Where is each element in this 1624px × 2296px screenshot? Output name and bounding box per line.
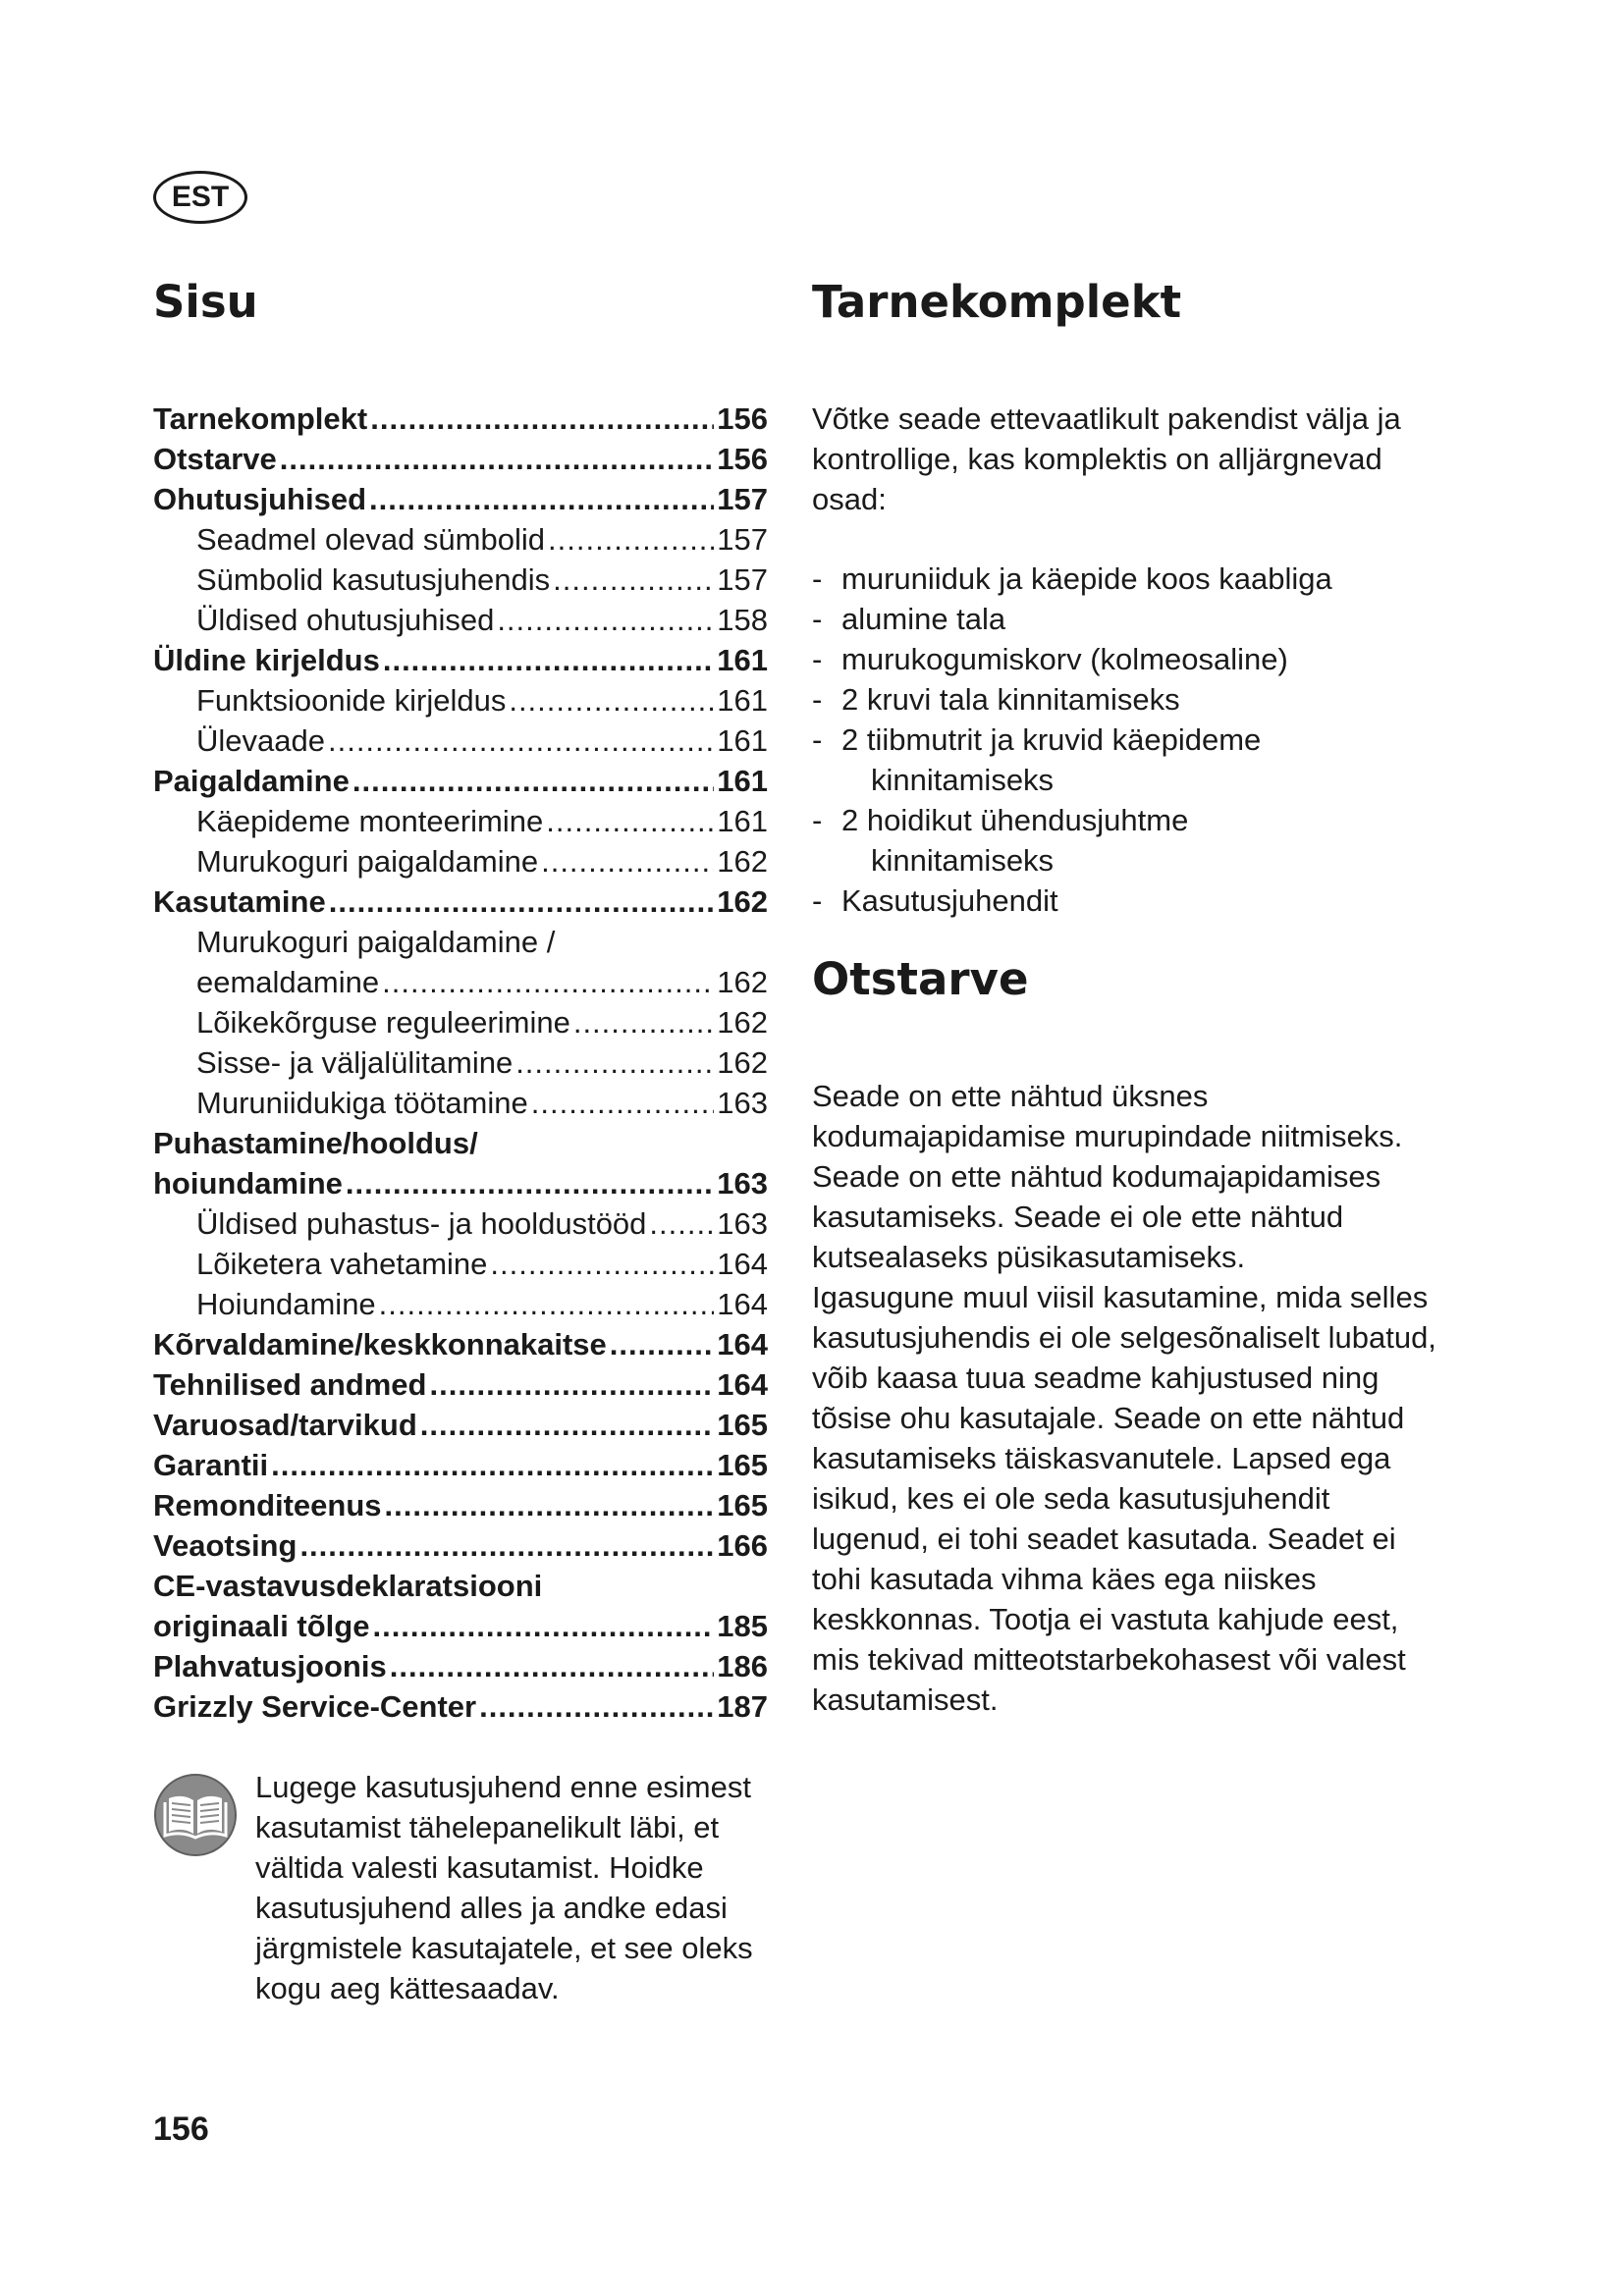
toc-entry[interactable] bbox=[153, 801, 768, 841]
toc-entry-page: 163 bbox=[717, 1166, 768, 1201]
delivery-item bbox=[812, 881, 1450, 921]
toc-entry-page: 161 bbox=[717, 723, 768, 758]
toc-entry[interactable] bbox=[153, 560, 768, 600]
toc-entry-page: 158 bbox=[717, 603, 768, 637]
toc-leader-dots bbox=[385, 1485, 715, 1525]
purpose-text bbox=[812, 1076, 1450, 1720]
toc-entry-title: Garantii bbox=[153, 1448, 269, 1482]
language-badge: EST bbox=[153, 171, 247, 224]
toc-entry-page: 165 bbox=[717, 1408, 768, 1442]
toc-entry-title: Käepideme monteerimine bbox=[196, 804, 544, 838]
delivery-item bbox=[812, 800, 1450, 881]
toc-entry[interactable] bbox=[153, 1686, 768, 1727]
toc-entry-title: Otstarve bbox=[153, 442, 277, 476]
toc-entry-title: eemaldamine bbox=[196, 965, 380, 999]
toc-entry[interactable] bbox=[153, 1244, 768, 1284]
toc-entry-title: Tarnekomplekt bbox=[153, 401, 368, 436]
toc-entry[interactable] bbox=[153, 1002, 768, 1042]
toc-entry[interactable] bbox=[153, 479, 768, 519]
toc-entry-page: 156 bbox=[717, 442, 768, 476]
toc-entry[interactable] bbox=[153, 1203, 768, 1244]
toc-leader-dots bbox=[383, 640, 714, 680]
toc-entry-title: Kasutamine bbox=[153, 884, 326, 919]
delivery-intro bbox=[812, 399, 1450, 519]
toc-leader-dots bbox=[515, 1042, 714, 1083]
toc-entry-title: originaali tõlge bbox=[153, 1609, 370, 1643]
toc-entry-page: 156 bbox=[717, 401, 768, 436]
toc-entry-page: 163 bbox=[717, 1086, 768, 1120]
toc-entry-page: 164 bbox=[717, 1247, 768, 1281]
toc-entry[interactable] bbox=[153, 1485, 768, 1525]
toc-leader-dots bbox=[328, 721, 714, 761]
toc-entry-page: 166 bbox=[717, 1528, 768, 1563]
toc-entry[interactable] bbox=[153, 881, 768, 922]
toc-entry-title: Lõiketera vahetamine bbox=[196, 1247, 488, 1281]
delivery-item-text: 2 tiibmutrit ja kruvid käepideme bbox=[841, 722, 1262, 757]
toc-entry-title: Paigaldamine bbox=[153, 764, 350, 798]
toc-entry-title: Funktsioonide kirjeldus bbox=[196, 683, 507, 718]
toc-entry-head: Puhastamine/hooldus/ bbox=[153, 1126, 478, 1160]
toc-leader-dots bbox=[541, 841, 714, 881]
toc-entry[interactable] bbox=[153, 1606, 768, 1646]
toc-entry-page: 157 bbox=[717, 562, 768, 597]
toc-leader-dots bbox=[299, 1525, 714, 1566]
book-icon bbox=[153, 1773, 238, 1857]
toc-entry-title: Kõrvaldamine/keskkonnakaitse bbox=[153, 1327, 607, 1362]
toc-entry[interactable] bbox=[153, 721, 768, 761]
toc-entry-title: Remonditeenus bbox=[153, 1488, 382, 1522]
read-manual-note bbox=[153, 1767, 782, 2008]
toc-entry-title: Seadmel olevad sümbolid bbox=[196, 522, 545, 557]
toc-entry-page: 164 bbox=[717, 1367, 768, 1402]
toc-entry-title: Tehnilised andmed bbox=[153, 1367, 427, 1402]
toc-entry[interactable] bbox=[153, 1284, 768, 1324]
page-number: 156 bbox=[153, 2110, 209, 2148]
toc-entry[interactable] bbox=[153, 1083, 768, 1123]
delivery-item-text: muruniiduk ja käepide koos kaabliga bbox=[841, 561, 1332, 596]
delivery-item-text: 2 kruvi tala kinnitamiseks bbox=[841, 682, 1180, 717]
toc-entry-title: Lõikekõrguse reguleerimine bbox=[196, 1005, 570, 1040]
toc-leader-dots bbox=[369, 479, 714, 519]
toc-leader-dots bbox=[346, 1163, 714, 1203]
toc-entry-page: 164 bbox=[717, 1287, 768, 1321]
toc-entry[interactable] bbox=[153, 841, 768, 881]
note-text: Lugege kasutusjuhend enne esimest kasutamist tähelepanelikult läbi, et vältida valesti kasutamist. Hoidke kasutusjuhend alles ja andke edasi järgmistele kasutajatele, et see oleks kogu aeg kättesaadav. bbox=[255, 1770, 753, 2005]
toc-entry-title: Plahvatusjoonis bbox=[153, 1649, 387, 1683]
toc-entry-title: Muruniidukiga töötamine bbox=[196, 1086, 528, 1120]
toc-leader-dots bbox=[548, 519, 714, 560]
toc-entry[interactable] bbox=[153, 640, 768, 680]
delivery-item-text: alumine tala bbox=[841, 602, 1006, 636]
toc-entry[interactable] bbox=[153, 680, 768, 721]
toc-entry-page: 162 bbox=[717, 1005, 768, 1040]
delivery-item-continuation: kinnitamiseks bbox=[871, 763, 1055, 797]
toc-entry[interactable] bbox=[153, 519, 768, 560]
toc-entry-title: Sisse- ja väljalülitamine bbox=[196, 1045, 514, 1080]
delivery-intro-text: Võtke seade ettevaatlikult pakendist välja ja kontrollige, kas komplektis on alljärgnevad osad: bbox=[812, 401, 1401, 516]
toc-entry-page: 162 bbox=[717, 884, 768, 919]
toc-leader-dots bbox=[479, 1686, 714, 1727]
delivery-item bbox=[812, 720, 1450, 800]
toc-leader-dots bbox=[531, 1083, 715, 1123]
toc-entry-page: 165 bbox=[717, 1448, 768, 1482]
toc-leader-dots bbox=[553, 560, 714, 600]
toc-entry[interactable] bbox=[153, 962, 768, 1002]
toc-leader-dots bbox=[420, 1405, 714, 1445]
toc-leader-dots bbox=[271, 1445, 714, 1485]
toc-leader-dots bbox=[546, 801, 714, 841]
toc-leader-dots bbox=[382, 962, 714, 1002]
toc-entry[interactable] bbox=[153, 1364, 768, 1405]
toc-entry-page: 164 bbox=[717, 1327, 768, 1362]
toc-entry-title: Veaotsing bbox=[153, 1528, 298, 1563]
delivery-item bbox=[812, 559, 1450, 599]
toc-entry-title: Ülevaade bbox=[196, 723, 325, 758]
toc-leader-dots bbox=[372, 1606, 714, 1646]
delivery-item bbox=[812, 599, 1450, 639]
toc-leader-dots bbox=[352, 761, 714, 801]
toc-entry-page: 186 bbox=[717, 1649, 768, 1683]
toc-entry-title: Sümbolid kasutusjuhendis bbox=[196, 562, 551, 597]
toc-entry-page: 162 bbox=[717, 844, 768, 879]
toc-entry[interactable] bbox=[153, 1405, 768, 1445]
toc-entry[interactable] bbox=[153, 1324, 768, 1364]
toc-entry-title: Grizzly Service-Center bbox=[153, 1689, 477, 1724]
toc-leader-dots bbox=[649, 1203, 714, 1244]
right-column bbox=[812, 263, 1450, 1720]
toc-entry[interactable] bbox=[153, 439, 768, 479]
delivery-item bbox=[812, 679, 1450, 720]
toc-entry-title: Varuosad/tarvikud bbox=[153, 1408, 417, 1442]
toc-leader-dots bbox=[329, 881, 715, 922]
toc-entry-page: 161 bbox=[717, 683, 768, 718]
toc-entry[interactable] bbox=[153, 1525, 768, 1566]
delivery-item-text: murukogumiskorv (kolmeosaline) bbox=[841, 642, 1288, 676]
toc-leader-dots bbox=[280, 439, 714, 479]
toc-entry-head: CE-vastavusdeklaratsiooni bbox=[153, 1569, 543, 1603]
toc-entry[interactable] bbox=[153, 600, 768, 640]
toc-entry[interactable] bbox=[153, 399, 768, 439]
toc-entry-page: 165 bbox=[717, 1488, 768, 1522]
toc-section bbox=[153, 263, 768, 1727]
delivery-items bbox=[812, 559, 1450, 921]
toc-entry-page: 161 bbox=[717, 643, 768, 677]
toc-entry-title: Hoiundamine bbox=[196, 1287, 376, 1321]
toc-entry-page: 161 bbox=[717, 804, 768, 838]
toc-entry-title: Üldised ohutusjuhised bbox=[196, 603, 495, 637]
toc-entry-page: 161 bbox=[717, 764, 768, 798]
toc-entry-page: 157 bbox=[717, 482, 768, 516]
delivery-item bbox=[812, 639, 1450, 679]
toc-entry-title: Murukoguri paigaldamine bbox=[196, 844, 539, 879]
toc-leader-dots bbox=[490, 1244, 714, 1284]
toc-entry[interactable] bbox=[153, 1445, 768, 1485]
toc-entry-page: 163 bbox=[717, 1206, 768, 1241]
toc-entry-page: 187 bbox=[717, 1689, 768, 1724]
toc-entry-page: 157 bbox=[717, 522, 768, 557]
toc-list bbox=[153, 399, 768, 1727]
toc-leader-dots bbox=[379, 1284, 715, 1324]
delivery-item-continuation: kinnitamiseks bbox=[871, 843, 1055, 878]
toc-leader-dots bbox=[573, 1002, 714, 1042]
toc-entry-title: Ohutusjuhised bbox=[153, 482, 366, 516]
toc-entry-title: hoiundamine bbox=[153, 1166, 343, 1201]
toc-entry[interactable] bbox=[153, 1646, 768, 1686]
toc-entry-page: 162 bbox=[717, 1045, 768, 1080]
toc-leader-dots bbox=[497, 600, 714, 640]
toc-entry-title: Üldised puhastus- ja hooldustööd bbox=[196, 1206, 647, 1241]
toc-entry[interactable] bbox=[153, 761, 768, 801]
purpose-paragraph-1: Seade on ette nähtud üksnes kodumajapidamise murupindade niitmiseks. Seade on ette nähtud kodumajapidamises kasutamiseks. Seade ei ole ette nähtud kutsealaseks püsikasutamiseks. bbox=[812, 1079, 1403, 1274]
toc-entry-page: 162 bbox=[717, 965, 768, 999]
delivery-title: Tarnekomplekt bbox=[812, 276, 1182, 328]
toc-leader-dots bbox=[509, 680, 714, 721]
toc-leader-dots bbox=[370, 399, 714, 439]
toc-entry-page: 185 bbox=[717, 1609, 768, 1643]
toc-entry[interactable] bbox=[153, 1163, 768, 1203]
purpose-title: Otstarve bbox=[812, 953, 1029, 1005]
purpose-paragraph-2: Igasugune muul viisil kasutamine, mida selles kasutusjuhendis ei ole selgesõnaliselt lubatud, võib kaasa tuua seadme kahjustused ning tõsise ohu kasutajale. Seade on ette nähtud kasutamiseks täiskasvanutele. Lapsed ega isikud, kes ei ole seda kasutusjuhendit lugenud, ei tohi seadet kasutada. Seadet ei tohi kasutada vihma käes ega niiskes keskkonnas. Tootja ei vastuta kahjude eest, mis tekivad mitteotstarbekohasest või valest kasutamisest. bbox=[812, 1280, 1436, 1717]
toc-entry[interactable] bbox=[153, 1042, 768, 1083]
delivery-item-text: 2 hoidikut ühendusjuhtme bbox=[841, 803, 1189, 837]
toc-leader-dots bbox=[429, 1364, 714, 1405]
toc-title: Sisu bbox=[153, 276, 258, 328]
toc-entry-head: Murukoguri paigaldamine / bbox=[196, 925, 556, 959]
toc-entry-title: Üldine kirjeldus bbox=[153, 643, 380, 677]
delivery-item-text: Kasutusjuhendit bbox=[841, 883, 1058, 918]
toc-leader-dots bbox=[390, 1646, 715, 1686]
toc-leader-dots bbox=[610, 1324, 714, 1364]
